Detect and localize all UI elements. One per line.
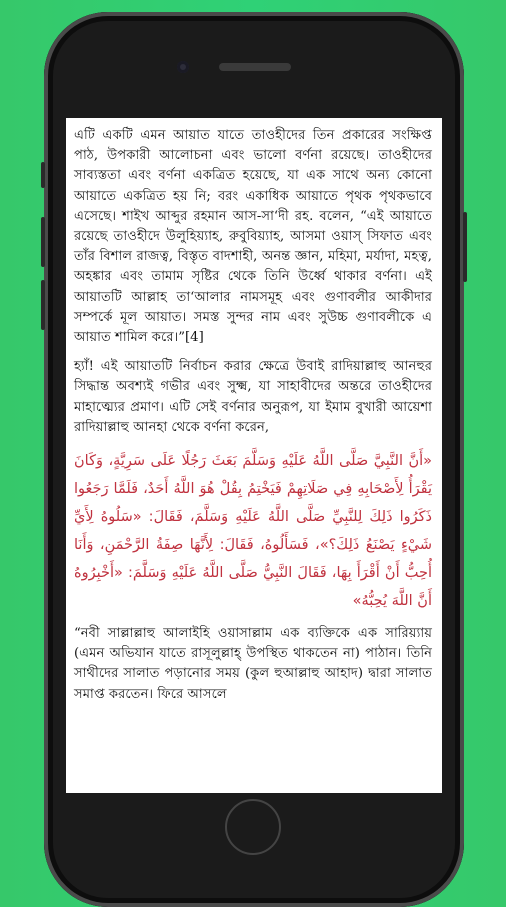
mute-switch <box>41 162 45 188</box>
arabic-hadith-quote: «أَنَّ النَّبِيَّ صَلَّى اللَّهُ عَلَيْهِ وَسَلَّمَ بَعَثَ رَجُلًا عَلَى سَرِيَّةٍ، وَكَانَ يَقْرَأُ لِأَصْحَابِهِ فِي صَلَاتِهِمْ فَيَخْتِمُ بِقُلْ هُوَ اللَّهُ أَحَدٌ، فَلَمَّا رَجَعُوا ذَكَرُوا ذَلِكَ لِلنَّبِيِّ صَلَّى اللَّهُ عَلَيْهِ وَسَلَّمَ، فَقَالَ: «سَلُوهُ لِأَيِّ شَيْءٍ يَصْنَعُ ذَلِكَ؟»، فَسَأَلُوهُ، فَقَالَ: لِأَنَّهَا صِفَةُ الرَّحْمَنِ، وَأَنَا أُحِبُّ أَنْ أَقْرَأَ بِهَا، فَقَالَ النَّبِيُّ صَلَّى اللَّهُ عَلَيْهِ وَسَلَّمَ: «أَخْبِرُوهُ أَنَّ اللَّهَ يُحِبُّهُ» <box>74 453 432 610</box>
front-camera-icon <box>177 61 189 73</box>
power-button <box>463 212 467 282</box>
paragraph-2: হ্যাঁ! এই আয়াতটি নির্বাচন করার ক্ষেত্রে উবাই রাদিয়াল্লাহু আনহুর সিদ্ধান্ত অবশ্যই গভীর এবং সুক্ষ্ম, যা সাহাবীদের অন্তরে তাওহীদের মাহাত্ম্যের প্রমাণ। এটি সেই বর্ণনার অনুরূপ, যা ইমাম বুখারী আয়েশা রাদিয়াল্লাহু আনহা থেকে বর্ণনা করেন, <box>74 359 432 435</box>
paragraph-3: “নবী সাল্লাল্লাহু আলাইহি ওয়াসাল্লাম এক ব্যক্তিকে এক সারিয়্যায় (এমন অভিযান যাতে রাসূলুল্লাহ্ উপস্থিত থাকতেন না) পাঠান। তিনি সাথীদের সালাত পড়ানোর সময় (কুল হুআল্লাহু আহাদ) দ্বারা সালাত সমাপ্ত করতেন। ফিরে আসলে <box>74 626 432 702</box>
phone-frame <box>44 12 464 907</box>
reader-content <box>66 118 442 705</box>
volume-down-button <box>41 280 45 330</box>
paragraph-1: এটি একটি এমন আয়াত যাতে তাওহীদের তিন প্রকারের সংক্ষিপ্ত পাঠ, উপকারী আলোচনা এবং ভালো বর্ণনা রয়েছে। তাওহীদের সাব্যস্ততা এবং বর্ণনা একত্রিত হয়েছে, যা এক সাথে অন্য কোনো আয়াতে একত্রিত হয় নি; বরং একাধিক আয়াতে পৃথক পৃথকভাবে এসেছে। শাইখ আব্দুর রহমান আস-সা‘দী রহ. বলেন, “এই আয়াতে রয়েছে তাওহীদে উলুহিয়্যাহ, রুবুবিয়্যাহ, আসমা ওয়াস্ সিফাত এবং তাঁর বিশাল রাজত্ব, বিস্তৃত বাদশাহী, অনন্ত জ্ঞান, মহিমা, মর্যাদা, মহত্ব, অহঙ্কার এবং তামাম সৃষ্টির থেকে তিনি উর্ধ্বে থাকার বর্ণনা। এই আয়াতটি আল্লাহ তা‘আলার নামসমূহ এবং গুণাবলীর আকীদার সম্পর্কে মূল আয়াত। সমস্ত সুন্দর নাম এবং সুউচ্চ গুণাবলীকে এ আয়াত শামিল করে।”[4] <box>74 128 432 346</box>
reader-screen[interactable] <box>66 118 442 793</box>
earpiece-speaker <box>219 63 291 71</box>
volume-up-button <box>41 217 45 267</box>
home-button[interactable] <box>225 799 281 855</box>
